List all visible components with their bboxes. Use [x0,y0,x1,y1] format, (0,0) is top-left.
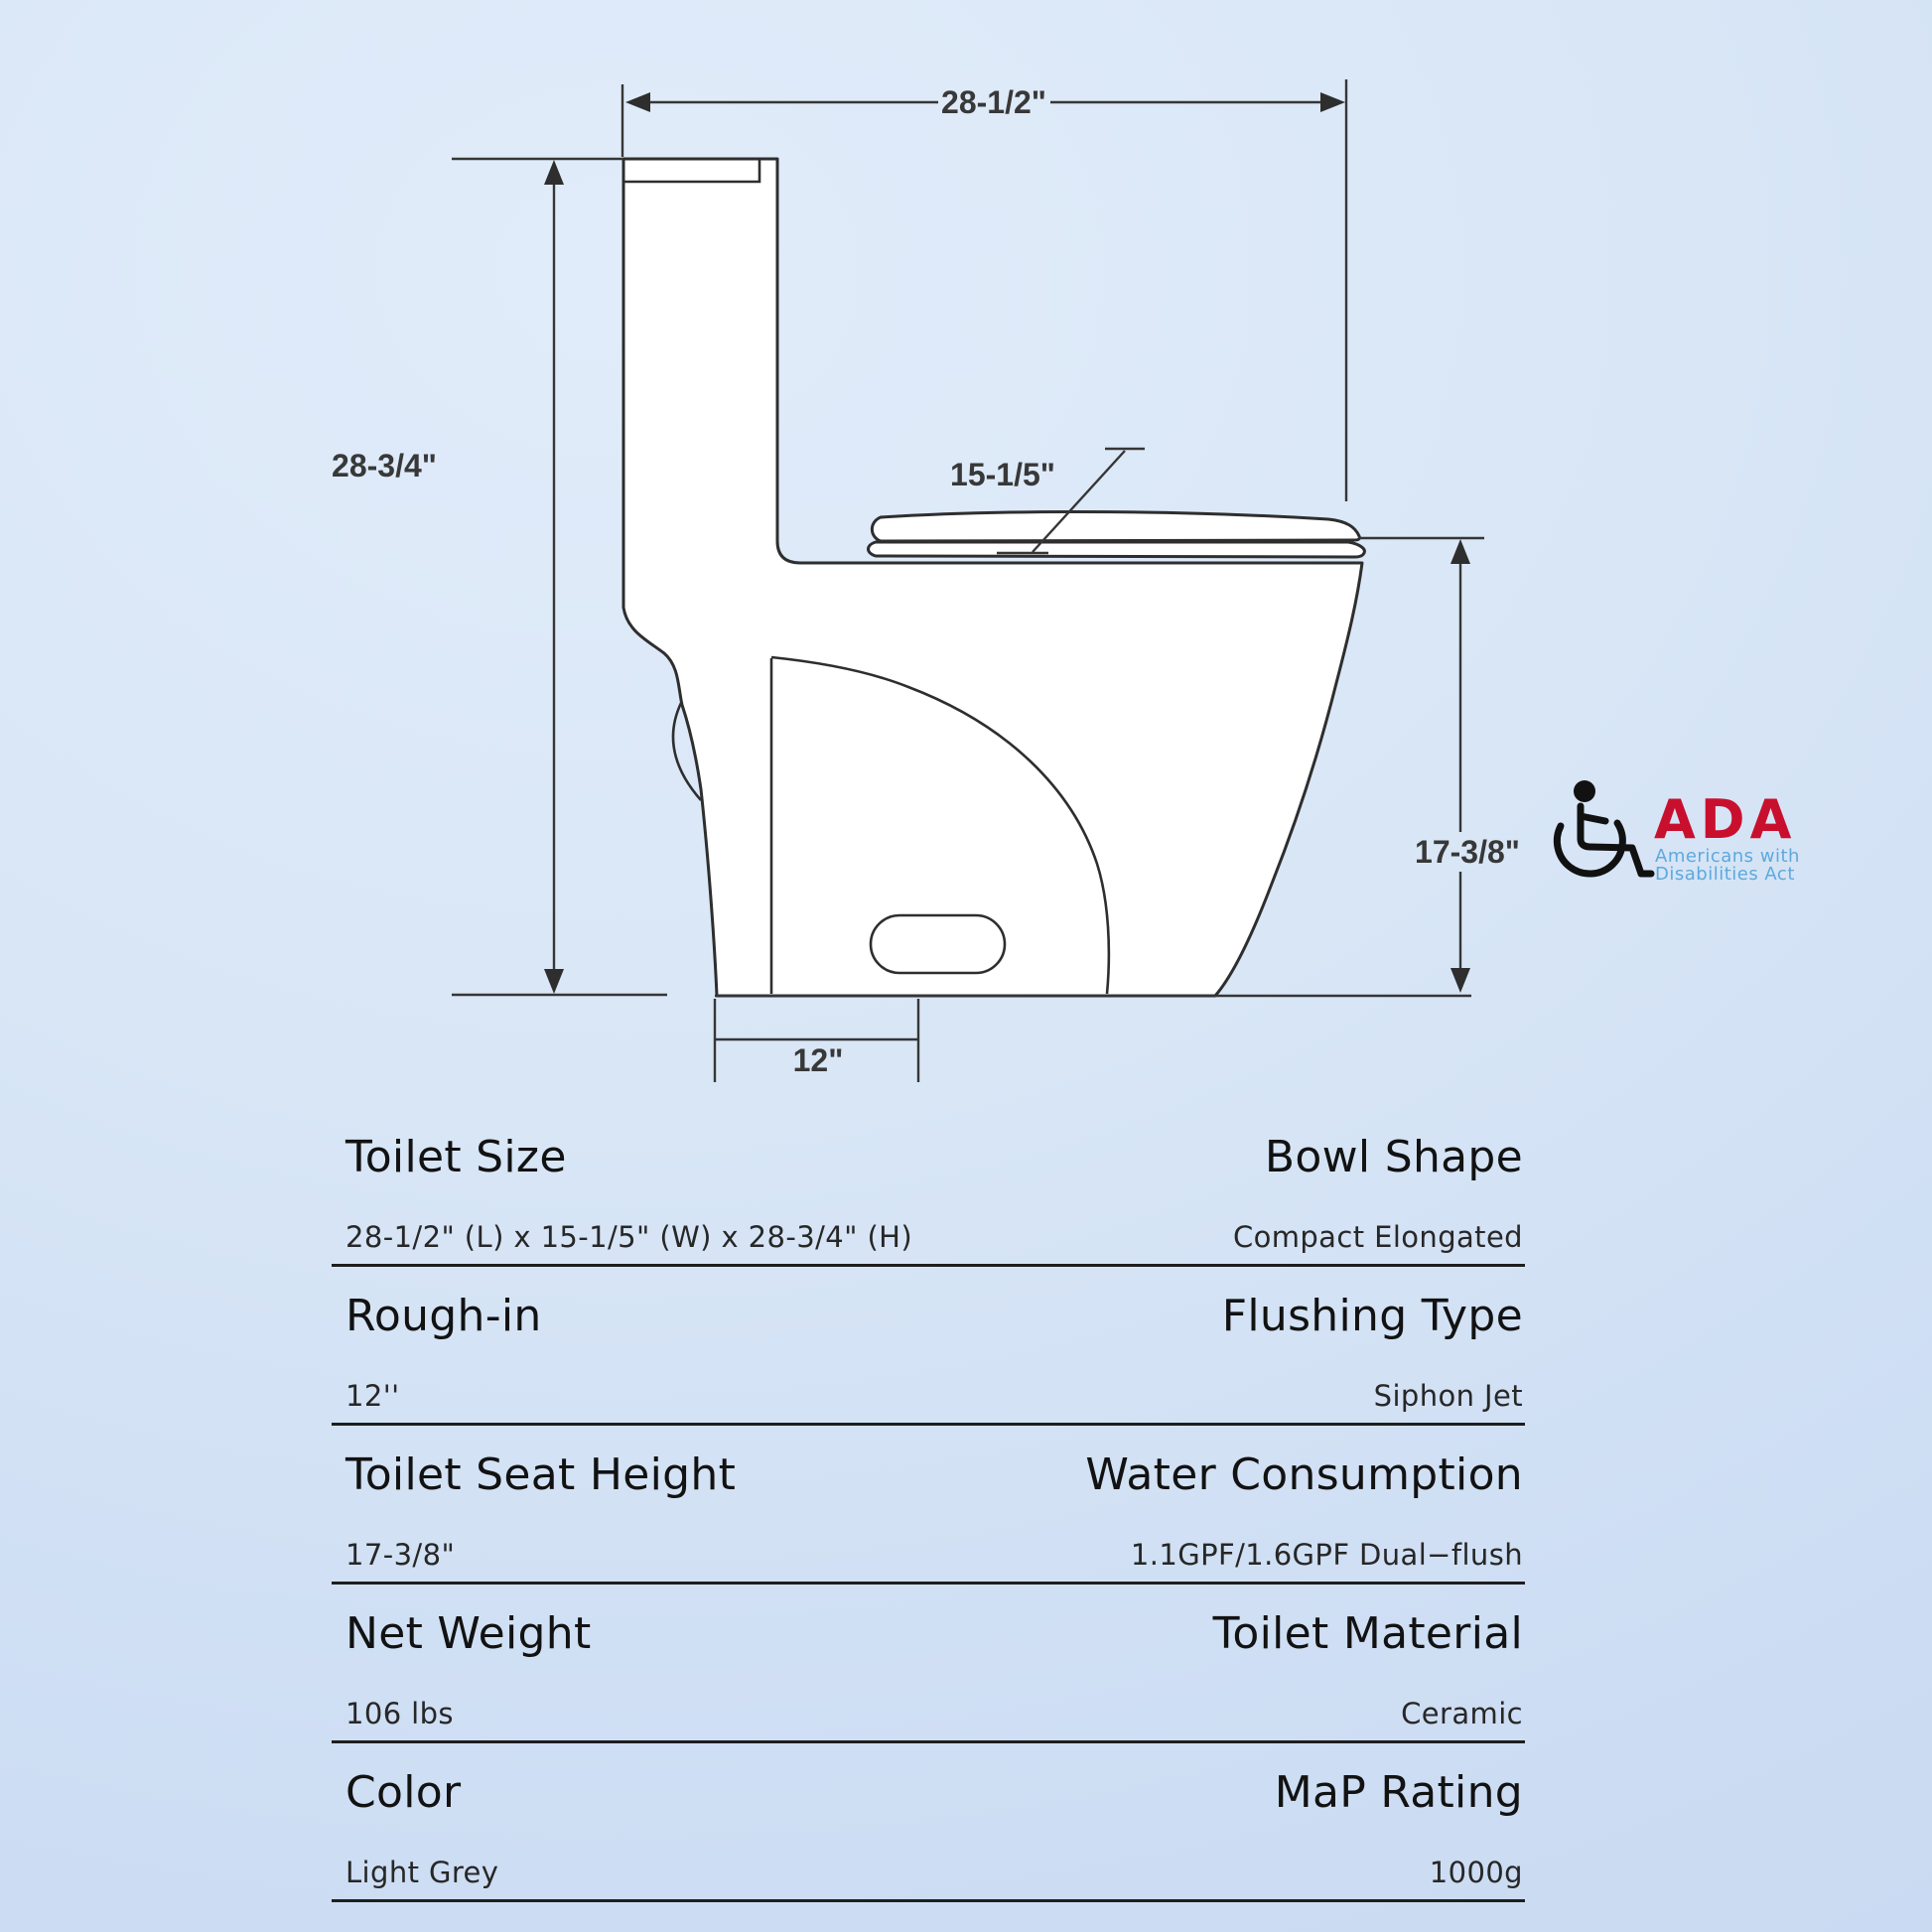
spec-value-bowl-shape: Compact Elongated [1232,1220,1523,1254]
seat-height-label: 17-3/8" [1415,834,1520,870]
ada-subtitle-line1: Americans with [1655,846,1800,867]
spec-label-rough-in: Rough-in [345,1291,542,1341]
wheelchair-icon [1557,780,1651,874]
seat-width-label: 15-1/5" [950,457,1055,492]
spec-value-toilet-size: 28-1/2" (L) x 15-1/5" (W) x 28-3/4" (H) [345,1220,913,1254]
seat-ring [869,542,1365,557]
arrow-left-icon [625,92,650,112]
arrow-right-icon [1320,92,1345,112]
spec-value-seat-height: 17-3/8" [345,1538,456,1572]
overall-length-label: 28-1/2" [941,84,1046,120]
spec-label-seat-height: Toilet Seat Height [345,1449,737,1500]
dimension-rough-in [715,999,918,1082]
spec-label-net-weight: Net Weight [345,1608,592,1659]
spec-label-toilet-size: Toilet Size [345,1132,567,1182]
spec-label-map-rating: MaP Rating [1274,1767,1523,1818]
spec-label-bowl-shape: Bowl Shape [1264,1132,1523,1182]
spec-row-roughin-flushing [332,1267,1525,1426]
ada-badge [1557,780,1800,885]
spec-value-net-weight: 106 lbs [345,1697,454,1730]
spec-label-color: Color [345,1767,462,1818]
ada-subtitle-line2: Disabilities Act [1655,864,1795,885]
spec-value-color: Light Grey [345,1856,499,1889]
dimension-overall-height [332,159,623,994]
spec-value-rough-in: 12'' [345,1379,400,1413]
dimension-seat-height [1358,538,1520,993]
spec-label-toilet-material: Toilet Material [1212,1608,1523,1659]
rough-in-label: 12" [792,1042,844,1078]
spec-row-color-map [332,1743,1525,1902]
arrow-up-icon [1450,539,1470,564]
spec-label-water-consumption: Water Consumption [1085,1449,1523,1500]
overall-height-label: 28-3/4" [332,448,437,483]
spec-row-seatheight-water [332,1426,1525,1585]
ada-title: ADA [1654,788,1797,851]
spec-value-toilet-material: Ceramic [1401,1697,1523,1730]
toilet-body-outline [623,159,1362,996]
toilet-drawing [623,159,1364,996]
floor-line [452,995,1471,996]
arrow-down-icon [1450,968,1470,993]
spec-table [332,1108,1525,1902]
spec-row-weight-material [332,1585,1525,1743]
spec-value-water-consumption: 1.1GPF/1.6GPF Dual−flush [1130,1538,1523,1572]
spec-row-size-bowl [332,1108,1525,1267]
spec-label-flushing-type: Flushing Type [1221,1291,1523,1341]
spec-value-flushing-type: Siphon Jet [1373,1379,1523,1413]
seat-lid [872,511,1359,541]
arrow-up-icon [544,160,564,185]
spec-value-map-rating: 1000g [1429,1856,1523,1889]
arrow-down-icon [544,969,564,994]
